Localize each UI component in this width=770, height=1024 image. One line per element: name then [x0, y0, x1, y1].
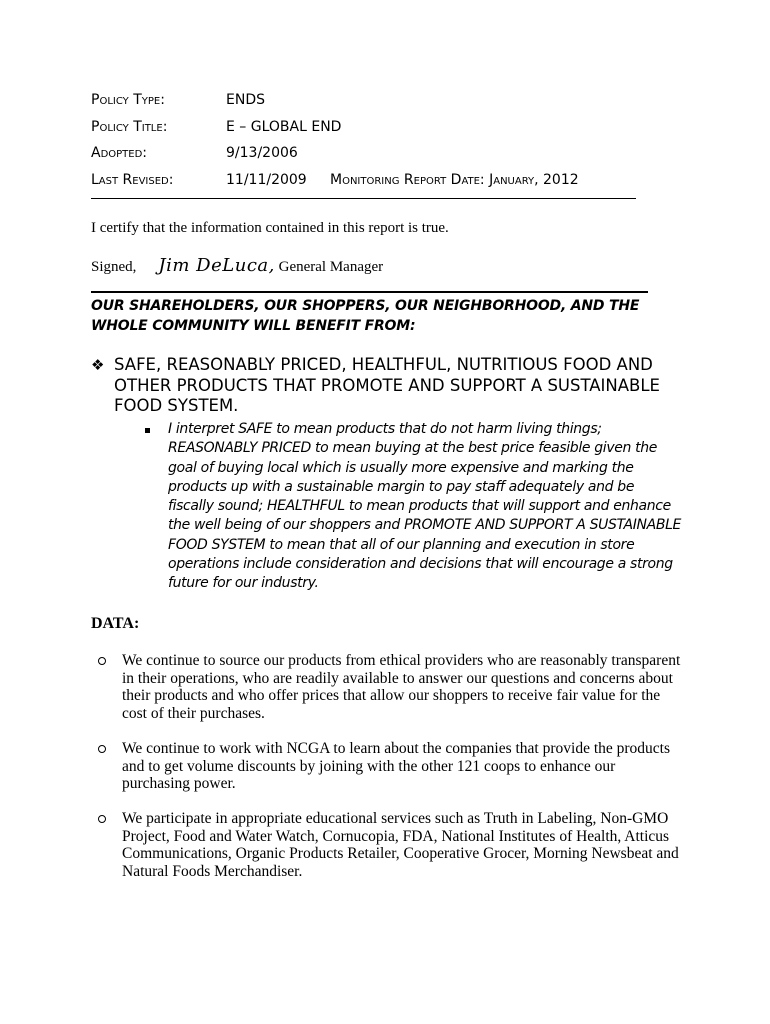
- benefit-headline: OUR SHAREHOLDERS, OUR SHOPPERS, OUR NEIGHBORHOOD, AND THE WHOLE COMMUNITY WILL BENEFIT FROM:: [91, 298, 640, 334]
- last-revised-value: 11/11/2009: [226, 171, 307, 188]
- policy-metadata: [91, 92, 636, 198]
- square-bullet-icon: [145, 428, 150, 433]
- adopted-value: 9/13/2006: [226, 145, 298, 161]
- last-revised-row: [91, 172, 636, 199]
- header-divider: [91, 198, 636, 199]
- policy-title-label: Policy Title:: [91, 118, 168, 135]
- data-heading: DATA:: [91, 615, 140, 632]
- circle-bullet-icon: [98, 815, 106, 823]
- signed-prefix: Signed,: [91, 259, 137, 275]
- interpretation-text: I interpret SAFE to mean products that do not harm living things; REASONABLY PRICED to mean buying at the best price feasible given the goal of buying local which is usually more expensive and marking the products up with a sustainable margin to pay staff adequately and be fiscally sound; HEALTHFUL to mean products that will support and enhance the well being of our shoppers and PROMOTE AND SUPPORT A SUSTAINABLE FOOD SYSTEM to mean that all of our planning and execution in store operations include consideration and decisions that will encourage a strong future for our industry.: [168, 421, 682, 592]
- end-statement-text: SAFE, REASONABLY PRICED, HEALTHFUL, NUTRITIOUS FOOD AND OTHER PRODUCTS THAT PROMOTE AND SUPPORT A SUSTAINABLE FOOD SYSTEM.: [114, 355, 660, 415]
- signature-divider: [91, 291, 648, 293]
- monitoring-report-date: Monitoring Report Date: January, 2012: [330, 171, 579, 188]
- signature: Jim DeLuca,: [158, 255, 275, 276]
- policy-title-value: E – GLOBAL END: [226, 118, 342, 135]
- last-revised-label: Last Revised:: [91, 171, 174, 188]
- circle-bullet-icon: [98, 657, 106, 665]
- circle-bullet-icon: [98, 745, 106, 753]
- data-item-text: We continue to source our products from ethical providers who are reasonably transparent in their operations, who are readily available to answer our questions and concerns about their products and who offer prices that allow our shoppers to receive fair value for the cost of their purchases.: [122, 652, 681, 723]
- adopted-row: [91, 145, 636, 172]
- policy-type-row: [91, 92, 636, 119]
- signature-line: [91, 255, 383, 276]
- adopted-label: Adopted:: [91, 145, 148, 161]
- data-item-text: We participate in appropriate educational services such as Truth in Labeling, Non-GMO Project, Food and Water Watch, Cornucopia, FDA, National Institutes of Health, Atticus Communications, Organic Products Retailer, Cooperative Grocer, Morning Newsbeat and Natural Foods Merchandiser.: [122, 810, 679, 881]
- data-item-text: We continue to work with NCGA to learn about the companies that provide the products and to get volume discounts by joining with the other 121 coops to enhance our purchasing power.: [122, 740, 671, 793]
- diamond-bullet-icon: ❖: [91, 356, 105, 374]
- policy-title-row: [91, 119, 636, 146]
- policy-type-label: Policy Type:: [91, 92, 165, 108]
- signer-title: General Manager: [278, 259, 384, 275]
- policy-type-value: ENDS: [226, 92, 265, 108]
- certification-statement: I certify that the information contained in this report is true.: [91, 220, 449, 236]
